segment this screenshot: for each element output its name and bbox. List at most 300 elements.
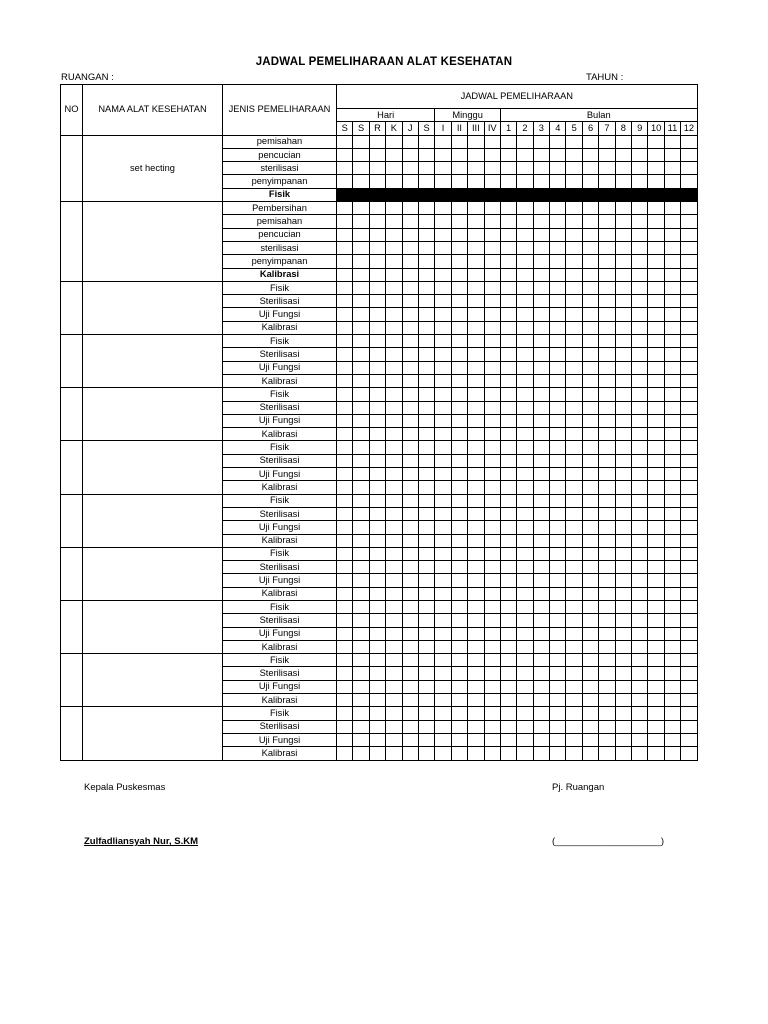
schedule-cell	[337, 481, 353, 494]
schedule-cell	[353, 720, 369, 733]
schedule-cell	[681, 627, 697, 640]
schedule-cell	[599, 388, 615, 401]
schedule-cell	[615, 281, 631, 294]
schedule-cell	[599, 255, 615, 268]
jenis-pemeliharaan-cell: pencucian	[223, 228, 337, 241]
schedule-cell	[599, 574, 615, 587]
schedule-cell	[369, 175, 385, 188]
schedule-cell	[353, 335, 369, 348]
schedule-cell	[500, 202, 516, 215]
schedule-cell	[353, 215, 369, 228]
schedule-cell	[337, 547, 353, 560]
schedule-cell	[435, 468, 451, 481]
schedule-cell	[402, 654, 418, 667]
schedule-cell	[435, 255, 451, 268]
schedule-cell	[550, 295, 566, 308]
schedule-cell	[632, 374, 648, 387]
schedule-cell	[369, 481, 385, 494]
schedule-cell	[566, 468, 582, 481]
schedule-cell	[517, 188, 533, 201]
schedule-cell	[517, 747, 533, 760]
schedule-cell	[468, 202, 484, 215]
schedule-cell	[418, 202, 434, 215]
schedule-cell	[369, 561, 385, 574]
schedule-cell	[337, 600, 353, 613]
schedule-cell	[664, 627, 680, 640]
schedule-cell	[517, 720, 533, 733]
schedule-cell	[550, 614, 566, 627]
schedule-cell	[500, 547, 516, 560]
schedule-cell	[353, 268, 369, 281]
schedule-cell	[533, 587, 549, 600]
schedule-cell	[369, 215, 385, 228]
schedule-cell	[484, 255, 500, 268]
schedule-cell	[435, 680, 451, 693]
jenis-pemeliharaan-cell: Kalibrasi	[223, 587, 337, 600]
schedule-cell	[418, 667, 434, 680]
schedule-cell	[484, 374, 500, 387]
schedule-cell	[468, 308, 484, 321]
schedule-cell	[615, 202, 631, 215]
schedule-cell	[337, 494, 353, 507]
jenis-pemeliharaan-cell: Kalibrasi	[223, 481, 337, 494]
jenis-pemeliharaan-cell: Sterilisasi	[223, 614, 337, 627]
schedule-cell	[664, 335, 680, 348]
schedule-cell	[517, 507, 533, 520]
schedule-cell	[550, 414, 566, 427]
schedule-cell	[582, 255, 598, 268]
schedule-cell	[337, 454, 353, 467]
schedule-cell	[500, 215, 516, 228]
nama-alat-cell	[83, 494, 223, 547]
no-cell	[61, 547, 83, 600]
schedule-cell	[599, 640, 615, 653]
schedule-cell	[664, 241, 680, 254]
schedule-cell	[533, 534, 549, 547]
schedule-cell	[435, 228, 451, 241]
schedule-cell	[648, 348, 664, 361]
schedule-cell	[484, 547, 500, 560]
schedule-cell	[435, 600, 451, 613]
schedule-cell	[435, 747, 451, 760]
schedule-cell	[599, 733, 615, 746]
table-row	[61, 281, 698, 294]
schedule-cell	[435, 547, 451, 560]
schedule-cell	[550, 694, 566, 707]
schedule-cell	[533, 667, 549, 680]
no-cell	[61, 388, 83, 441]
schedule-cell	[632, 454, 648, 467]
schedule-cell	[402, 574, 418, 587]
schedule-cell	[369, 268, 385, 281]
schedule-cell	[386, 295, 402, 308]
schedule-cell	[648, 481, 664, 494]
schedule-cell	[550, 600, 566, 613]
schedule-cell	[353, 228, 369, 241]
schedule-cell	[517, 694, 533, 707]
no-cell	[61, 494, 83, 547]
schedule-cell	[648, 215, 664, 228]
schedule-cell	[648, 241, 664, 254]
schedule-cell	[468, 361, 484, 374]
schedule-cell	[337, 747, 353, 760]
schedule-cell	[468, 228, 484, 241]
schedule-cell	[451, 627, 467, 640]
schedule-cell	[484, 667, 500, 680]
schedule-cell	[550, 255, 566, 268]
schedule-cell	[500, 720, 516, 733]
schedule-cell	[386, 348, 402, 361]
jenis-pemeliharaan-cell: Fisik	[223, 707, 337, 720]
schedule-cell	[402, 680, 418, 693]
schedule-cell	[517, 268, 533, 281]
schedule-cell	[599, 268, 615, 281]
schedule-cell	[632, 268, 648, 281]
schedule-cell	[681, 707, 697, 720]
schedule-cell	[353, 587, 369, 600]
schedule-cell	[582, 374, 598, 387]
schedule-cell	[533, 148, 549, 161]
schedule-cell	[484, 228, 500, 241]
schedule-cell	[369, 428, 385, 441]
no-cell	[61, 707, 83, 760]
schedule-cell	[664, 388, 680, 401]
schedule-cell	[632, 680, 648, 693]
schedule-cell	[517, 374, 533, 387]
schedule-cell	[533, 268, 549, 281]
schedule-cell	[517, 534, 533, 547]
schedule-cell	[418, 321, 434, 334]
schedule-cell	[582, 441, 598, 454]
schedule-cell	[402, 454, 418, 467]
schedule-cell	[402, 441, 418, 454]
schedule-cell	[517, 547, 533, 560]
schedule-cell	[533, 561, 549, 574]
schedule-cell	[615, 640, 631, 653]
schedule-cell	[386, 414, 402, 427]
hari-col-header: J	[402, 122, 418, 135]
schedule-cell	[533, 521, 549, 534]
schedule-cell	[386, 148, 402, 161]
schedule-cell	[337, 255, 353, 268]
schedule-cell	[468, 720, 484, 733]
schedule-cell	[664, 202, 680, 215]
no-cell	[61, 600, 83, 653]
schedule-cell	[386, 654, 402, 667]
schedule-cell	[550, 321, 566, 334]
schedule-cell	[550, 640, 566, 653]
bulan-col-header: 8	[615, 122, 631, 135]
hari-col-header: S	[353, 122, 369, 135]
schedule-cell	[599, 308, 615, 321]
bulan-col-header: 4	[550, 122, 566, 135]
schedule-cell	[484, 162, 500, 175]
schedule-cell	[418, 733, 434, 746]
schedule-cell	[369, 534, 385, 547]
schedule-cell	[451, 148, 467, 161]
schedule-cell	[468, 654, 484, 667]
schedule-cell	[418, 680, 434, 693]
schedule-cell	[337, 507, 353, 520]
schedule-cell	[582, 587, 598, 600]
schedule-cell	[648, 135, 664, 148]
schedule-cell	[337, 135, 353, 148]
schedule-cell	[402, 561, 418, 574]
schedule-cell	[402, 135, 418, 148]
schedule-cell	[582, 481, 598, 494]
schedule-cell	[337, 680, 353, 693]
schedule-cell	[418, 614, 434, 627]
schedule-cell	[566, 295, 582, 308]
schedule-cell	[664, 135, 680, 148]
schedule-cell	[632, 747, 648, 760]
schedule-cell	[533, 614, 549, 627]
schedule-cell	[468, 680, 484, 693]
schedule-cell	[435, 640, 451, 653]
schedule-cell	[566, 534, 582, 547]
schedule-cell	[402, 428, 418, 441]
schedule-cell	[468, 481, 484, 494]
schedule-cell	[533, 494, 549, 507]
schedule-cell	[648, 388, 664, 401]
schedule-cell	[632, 148, 648, 161]
schedule-cell	[418, 255, 434, 268]
schedule-cell	[533, 361, 549, 374]
schedule-cell	[550, 281, 566, 294]
schedule-cell	[500, 733, 516, 746]
schedule-cell	[337, 228, 353, 241]
schedule-cell	[369, 587, 385, 600]
schedule-cell	[369, 547, 385, 560]
schedule-cell	[418, 175, 434, 188]
schedule-cell	[648, 428, 664, 441]
schedule-cell	[484, 654, 500, 667]
schedule-cell	[418, 295, 434, 308]
schedule-cell	[484, 720, 500, 733]
schedule-cell	[615, 547, 631, 560]
schedule-cell	[599, 481, 615, 494]
schedule-cell	[484, 268, 500, 281]
schedule-cell	[632, 627, 648, 640]
schedule-cell	[402, 587, 418, 600]
schedule-cell	[648, 507, 664, 520]
schedule-cell	[451, 428, 467, 441]
jenis-pemeliharaan-cell: Sterilisasi	[223, 348, 337, 361]
jenis-pemeliharaan-cell: Sterilisasi	[223, 667, 337, 680]
nama-alat-cell	[83, 335, 223, 388]
schedule-cell	[664, 667, 680, 680]
schedule-cell	[550, 627, 566, 640]
schedule-cell	[500, 507, 516, 520]
schedule-cell	[648, 188, 664, 201]
schedule-cell	[681, 401, 697, 414]
schedule-cell	[353, 561, 369, 574]
schedule-cell	[451, 401, 467, 414]
schedule-cell	[648, 175, 664, 188]
schedule-cell	[533, 202, 549, 215]
schedule-cell	[632, 707, 648, 720]
schedule-cell	[353, 348, 369, 361]
schedule-cell	[648, 401, 664, 414]
schedule-cell	[566, 547, 582, 560]
schedule-cell	[418, 600, 434, 613]
nama-alat-cell	[83, 441, 223, 494]
hari-col-header: S	[337, 122, 353, 135]
schedule-cell	[451, 547, 467, 560]
schedule-cell	[517, 135, 533, 148]
jenis-pemeliharaan-cell: Fisik	[223, 494, 337, 507]
schedule-cell	[615, 667, 631, 680]
schedule-cell	[418, 281, 434, 294]
jenis-pemeliharaan-cell: Sterilisasi	[223, 454, 337, 467]
schedule-cell	[451, 654, 467, 667]
schedule-cell	[615, 215, 631, 228]
schedule-cell	[418, 468, 434, 481]
schedule-cell	[599, 561, 615, 574]
schedule-cell	[533, 135, 549, 148]
schedule-cell	[369, 241, 385, 254]
schedule-cell	[435, 614, 451, 627]
schedule-cell	[500, 627, 516, 640]
schedule-cell	[484, 441, 500, 454]
schedule-cell	[451, 481, 467, 494]
bulan-col-header: 5	[566, 122, 582, 135]
schedule-cell	[632, 162, 648, 175]
schedule-cell	[337, 574, 353, 587]
schedule-cell	[681, 335, 697, 348]
schedule-cell	[648, 694, 664, 707]
schedule-cell	[451, 268, 467, 281]
schedule-cell	[517, 733, 533, 746]
schedule-cell	[435, 694, 451, 707]
schedule-cell	[337, 308, 353, 321]
schedule-cell	[550, 747, 566, 760]
schedule-cell	[369, 148, 385, 161]
schedule-cell	[681, 667, 697, 680]
schedule-cell	[451, 694, 467, 707]
schedule-cell	[500, 281, 516, 294]
schedule-cell	[500, 600, 516, 613]
schedule-cell	[582, 348, 598, 361]
schedule-cell	[353, 454, 369, 467]
schedule-cell	[353, 614, 369, 627]
schedule-cell	[386, 667, 402, 680]
schedule-cell	[468, 494, 484, 507]
schedule-cell	[615, 680, 631, 693]
schedule-cell	[418, 534, 434, 547]
hari-col-header: K	[386, 122, 402, 135]
schedule-cell	[451, 468, 467, 481]
schedule-cell	[599, 361, 615, 374]
schedule-cell	[533, 414, 549, 427]
schedule-cell	[484, 534, 500, 547]
schedule-cell	[550, 348, 566, 361]
schedule-cell	[500, 680, 516, 693]
schedule-cell	[500, 494, 516, 507]
schedule-cell	[353, 388, 369, 401]
jenis-pemeliharaan-cell: Uji Fungsi	[223, 574, 337, 587]
jenis-pemeliharaan-cell: Uji Fungsi	[223, 361, 337, 374]
schedule-cell	[615, 295, 631, 308]
schedule-cell	[615, 135, 631, 148]
schedule-cell	[353, 600, 369, 613]
schedule-cell	[582, 561, 598, 574]
schedule-cell	[418, 162, 434, 175]
schedule-cell	[386, 162, 402, 175]
table-row	[61, 600, 698, 613]
schedule-cell	[418, 654, 434, 667]
schedule-cell	[632, 561, 648, 574]
schedule-cell	[632, 401, 648, 414]
schedule-cell	[369, 295, 385, 308]
schedule-cell	[681, 720, 697, 733]
schedule-cell	[353, 162, 369, 175]
schedule-cell	[550, 361, 566, 374]
schedule-cell	[517, 148, 533, 161]
schedule-cell	[386, 175, 402, 188]
schedule-cell	[599, 348, 615, 361]
schedule-cell	[533, 321, 549, 334]
schedule-cell	[632, 228, 648, 241]
schedule-cell	[484, 574, 500, 587]
schedule-cell	[517, 308, 533, 321]
hari-header: Hari	[337, 109, 435, 122]
schedule-cell	[632, 281, 648, 294]
schedule-cell	[451, 374, 467, 387]
schedule-cell	[500, 614, 516, 627]
schedule-cell	[451, 335, 467, 348]
schedule-cell	[484, 640, 500, 653]
schedule-cell	[681, 680, 697, 693]
schedule-cell	[484, 627, 500, 640]
schedule-cell	[632, 388, 648, 401]
schedule-cell	[435, 268, 451, 281]
schedule-cell	[517, 202, 533, 215]
schedule-cell	[337, 148, 353, 161]
schedule-cell	[353, 494, 369, 507]
schedule-cell	[337, 175, 353, 188]
pj-ruangan-label: Pj. Ruangan	[552, 782, 605, 793]
schedule-cell	[648, 335, 664, 348]
jenis-pemeliharaan-cell: Fisik	[223, 388, 337, 401]
schedule-cell	[402, 494, 418, 507]
schedule-cell	[550, 202, 566, 215]
schedule-cell	[353, 255, 369, 268]
table-row	[61, 335, 698, 348]
schedule-cell	[681, 441, 697, 454]
schedule-cell	[353, 733, 369, 746]
schedule-cell	[500, 175, 516, 188]
schedule-cell	[582, 468, 598, 481]
schedule-cell	[664, 295, 680, 308]
schedule-cell	[451, 308, 467, 321]
schedule-cell	[599, 202, 615, 215]
schedule-cell	[337, 162, 353, 175]
schedule-cell	[418, 561, 434, 574]
schedule-cell	[418, 574, 434, 587]
schedule-cell	[632, 574, 648, 587]
schedule-cell	[451, 255, 467, 268]
schedule-cell	[664, 694, 680, 707]
schedule-cell	[550, 188, 566, 201]
table-row	[61, 494, 698, 507]
schedule-cell	[599, 135, 615, 148]
schedule-cell	[337, 335, 353, 348]
schedule-cell	[615, 614, 631, 627]
schedule-cell	[648, 561, 664, 574]
schedule-cell	[500, 707, 516, 720]
schedule-cell	[451, 388, 467, 401]
